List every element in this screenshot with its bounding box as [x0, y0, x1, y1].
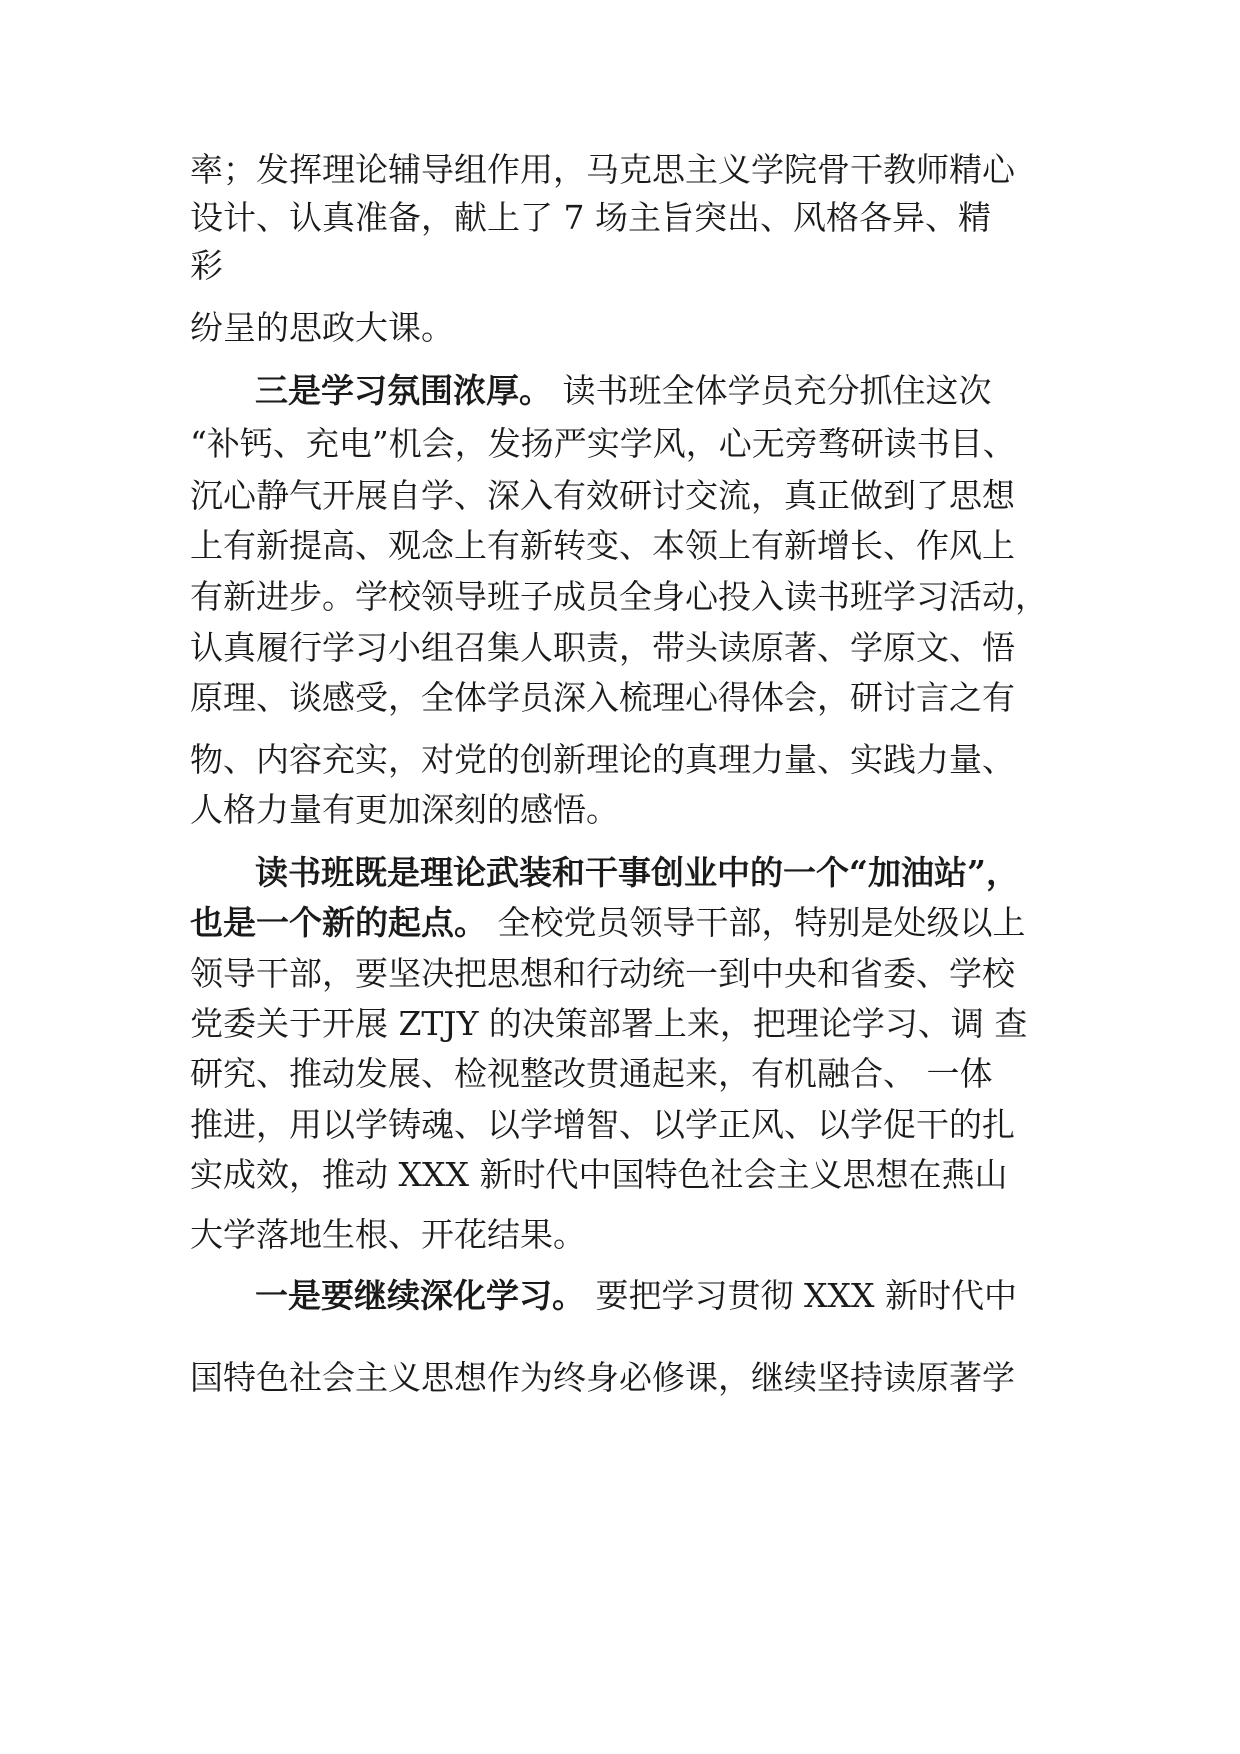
body-line: 设计、认真准备，献上了 7 场主旨突出、风格各异、精	[190, 198, 991, 237]
body-line: 实成效，推动 XXX 新时代中国特色社会主义思想在燕山	[190, 1155, 1008, 1194]
body-line: 上有新提高、观念上有新转变、本领上有新增长、作风上	[190, 526, 1015, 565]
paragraph-startpoint-heading: 读书班既是理论武装和干事创业中的一个“加油站”，	[255, 853, 1019, 892]
body-line: “补钙、充电”机会，发扬严实学风，心无旁骛研读书目、	[190, 424, 1016, 463]
body-line: 大学落地生根、开花结果。	[190, 1215, 586, 1254]
paragraph-text: 读书班全体学员充分抓住这次	[552, 371, 992, 410]
paragraph-deepen-first-line	[255, 1276, 1017, 1316]
body-line: 有新进步。学校领导班子成员全身心投入读书班学习活动，	[190, 577, 1048, 616]
body-line: 彩	[190, 246, 223, 285]
body-line: 国特色社会主义思想作为终身必修课，继续坚持读原著学	[190, 1358, 1015, 1397]
paragraph-heading: 三是学习氛围浓厚。	[255, 371, 552, 410]
paragraph-text: 全校党员领导干部，特别是处级以上	[487, 903, 1026, 942]
body-line: 物、内容充实，对党的创新理论的真理力量、实践力量、	[190, 740, 1015, 779]
body-line: 沉心静气开展自学、深入有效研讨交流，真正做到了思想	[190, 476, 1015, 515]
paragraph-heading: 一是要继续深化学习。	[255, 1276, 585, 1315]
body-line: 认真履行学习小组召集人职责，带头读原著、学原文、悟	[190, 628, 1015, 667]
body-line: 纷呈的思政大课。	[190, 308, 454, 347]
body-line: 研究、推动发展、检视整改贯通起来，有机融合、 一体	[190, 1054, 993, 1093]
body-line: 原理、谈感受，全体学员深入梳理心得体会，研讨言之有	[190, 678, 1015, 717]
paragraph-atmosphere-first-line	[255, 371, 992, 411]
body-line: 领导干部，要坚决把思想和行动统一到中央和省委、学校	[190, 954, 1015, 993]
body-line: 推进，用以学铸魂、以学增智、以学正风、以学促干的扎	[190, 1105, 1015, 1144]
body-line: 党委关于开展 ZTJY 的决策部署上来，把理论学习、调 查	[190, 1004, 1028, 1043]
paragraph-startpoint-second-line	[190, 903, 1026, 943]
paragraph-text: 要把学习贯彻 XXX 新时代中	[585, 1276, 1017, 1315]
body-line: 人格力量有更加深刻的感悟。	[190, 790, 619, 829]
paragraph-heading: 也是一个新的起点。	[190, 903, 487, 942]
body-line: 率；发挥理论辅导组作用，马克思主义学院骨干教师精心	[190, 150, 1015, 189]
